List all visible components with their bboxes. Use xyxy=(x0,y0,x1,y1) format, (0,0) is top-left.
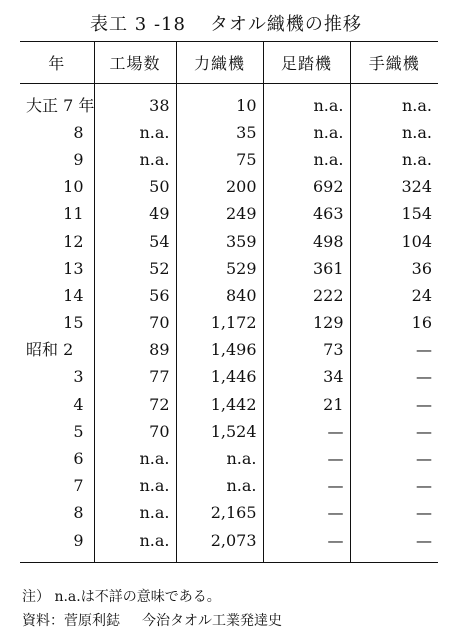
cell-treadle-looms: 129 xyxy=(263,310,350,337)
table-body xyxy=(20,84,438,563)
table-row xyxy=(20,84,438,120)
cell-factories: 52 xyxy=(94,255,176,282)
source-label: 資料：菅原利鋕 xyxy=(22,613,120,629)
cell-power-looms: 2,165 xyxy=(176,500,263,527)
table-name: タオル織機の推移 xyxy=(209,14,362,35)
table-row xyxy=(20,282,438,309)
cell-year: 12 xyxy=(63,231,84,251)
cell-factories: 38 xyxy=(94,84,176,120)
cell-treadle-looms: — xyxy=(263,500,350,527)
cell-year: 7 xyxy=(73,476,84,496)
cell-hand-looms: 24 xyxy=(350,282,438,309)
cell-treadle-looms: 692 xyxy=(263,174,350,201)
cell-power-looms: n.a. xyxy=(176,445,263,472)
cell-year: 14 xyxy=(63,285,84,305)
table-row xyxy=(20,201,438,228)
loom-table xyxy=(20,41,438,563)
table-row xyxy=(20,255,438,282)
cell-power-looms: 35 xyxy=(176,119,263,146)
table-title xyxy=(0,10,450,36)
cell-factories: n.a. xyxy=(94,500,176,527)
cell-year: 13 xyxy=(63,258,84,278)
cell-factories: n.a. xyxy=(94,527,176,563)
cell-power-looms: 529 xyxy=(176,255,263,282)
table-row xyxy=(20,228,438,255)
cell-treadle-looms: 73 xyxy=(263,337,350,364)
cell-treadle-looms: 361 xyxy=(263,255,350,282)
cell-hand-looms: 36 xyxy=(350,255,438,282)
cell-year: 10 xyxy=(63,177,84,197)
table-row xyxy=(20,310,438,337)
table-notes xyxy=(22,585,282,633)
cell-hand-looms: 324 xyxy=(350,174,438,201)
cell-power-looms: 1,496 xyxy=(176,337,263,364)
cell-year: 4 xyxy=(73,394,84,414)
table-row xyxy=(20,337,438,364)
cell-factories: 77 xyxy=(94,364,176,391)
cell-hand-looms: — xyxy=(350,500,438,527)
cell-hand-looms: — xyxy=(350,364,438,391)
cell-year: 11 xyxy=(63,204,84,224)
table-row xyxy=(20,364,438,391)
cell-treadle-looms: — xyxy=(263,527,350,563)
header-row xyxy=(20,42,438,84)
cell-treadle-looms: — xyxy=(263,445,350,472)
cell-power-looms: 359 xyxy=(176,228,263,255)
cell-power-looms: 1,524 xyxy=(176,418,263,445)
header-power-looms: 力織機 xyxy=(176,42,263,84)
table-row xyxy=(20,527,438,563)
cell-hand-looms: n.a. xyxy=(350,84,438,120)
table-row xyxy=(20,473,438,500)
cell-factories: 56 xyxy=(94,282,176,309)
cell-factories: n.a. xyxy=(94,445,176,472)
cell-factories: 70 xyxy=(94,310,176,337)
header-hand-looms: 手織機 xyxy=(350,42,438,84)
cell-treadle-looms: 34 xyxy=(263,364,350,391)
cell-hand-looms: — xyxy=(350,391,438,418)
cell-hand-looms: n.a. xyxy=(350,119,438,146)
cell-factories: 89 xyxy=(94,337,176,364)
cell-year: 6 xyxy=(73,449,84,469)
cell-treadle-looms: — xyxy=(263,418,350,445)
cell-factories: 70 xyxy=(94,418,176,445)
cell-hand-looms: — xyxy=(350,527,438,563)
cell-power-looms: n.a. xyxy=(176,473,263,500)
cell-year: 3 xyxy=(73,367,84,387)
table-row xyxy=(20,418,438,445)
table-row xyxy=(20,391,438,418)
cell-year: 8 xyxy=(73,122,84,142)
cell-year: 9 xyxy=(73,149,84,169)
cell-hand-looms: 16 xyxy=(350,310,438,337)
cell-year: 9 xyxy=(20,527,94,563)
cell-factories: 49 xyxy=(94,201,176,228)
cell-power-looms: 840 xyxy=(176,282,263,309)
cell-factories: 54 xyxy=(94,228,176,255)
cell-power-looms: 249 xyxy=(176,201,263,228)
cell-power-looms: 1,446 xyxy=(176,364,263,391)
table-row xyxy=(20,146,438,173)
cell-year: 5 xyxy=(73,421,84,441)
cell-treadle-looms: 463 xyxy=(263,201,350,228)
cell-hand-looms: 104 xyxy=(350,228,438,255)
cell-hand-looms: n.a. xyxy=(350,146,438,173)
table-row xyxy=(20,119,438,146)
note-line: 注） n.a.は不詳の意味である。 xyxy=(22,589,221,605)
cell-hand-looms: — xyxy=(350,418,438,445)
cell-treadle-looms: 21 xyxy=(263,391,350,418)
cell-factories: n.a. xyxy=(94,119,176,146)
cell-treadle-looms: 222 xyxy=(263,282,350,309)
source-line xyxy=(22,609,282,633)
table-header xyxy=(20,42,438,84)
header-factories: 工場数 xyxy=(94,42,176,84)
cell-power-looms: 2,073 xyxy=(176,527,263,563)
cell-power-looms: 75 xyxy=(176,146,263,173)
cell-factories: n.a. xyxy=(94,146,176,173)
table-row xyxy=(20,174,438,201)
cell-year: 15 xyxy=(63,313,84,333)
cell-power-looms: 200 xyxy=(176,174,263,201)
cell-treadle-looms: n.a. xyxy=(263,119,350,146)
cell-factories: n.a. xyxy=(94,473,176,500)
cell-power-looms: 10 xyxy=(176,84,263,120)
cell-hand-looms: — xyxy=(350,473,438,500)
cell-treadle-looms: n.a. xyxy=(263,84,350,120)
cell-year: 8 xyxy=(73,503,84,523)
table-row xyxy=(20,500,438,527)
source-title: 今治タオル工業発達史 xyxy=(142,613,282,629)
cell-year: 昭和 2 xyxy=(26,340,74,360)
cell-treadle-looms: n.a. xyxy=(263,146,350,173)
cell-factories: 50 xyxy=(94,174,176,201)
cell-factories: 72 xyxy=(94,391,176,418)
cell-treadle-looms: — xyxy=(263,473,350,500)
header-treadle-looms: 足踏機 xyxy=(263,42,350,84)
cell-hand-looms: 154 xyxy=(350,201,438,228)
cell-treadle-looms: 498 xyxy=(263,228,350,255)
cell-year: 大正 7 年 xyxy=(26,95,95,115)
cell-hand-looms: — xyxy=(350,445,438,472)
table-row xyxy=(20,445,438,472)
cell-hand-looms: — xyxy=(350,337,438,364)
cell-power-looms: 1,172 xyxy=(176,310,263,337)
cell-power-looms: 1,442 xyxy=(176,391,263,418)
table-number: 表工 3 -18 xyxy=(90,14,186,35)
header-year: 年 xyxy=(20,42,94,84)
